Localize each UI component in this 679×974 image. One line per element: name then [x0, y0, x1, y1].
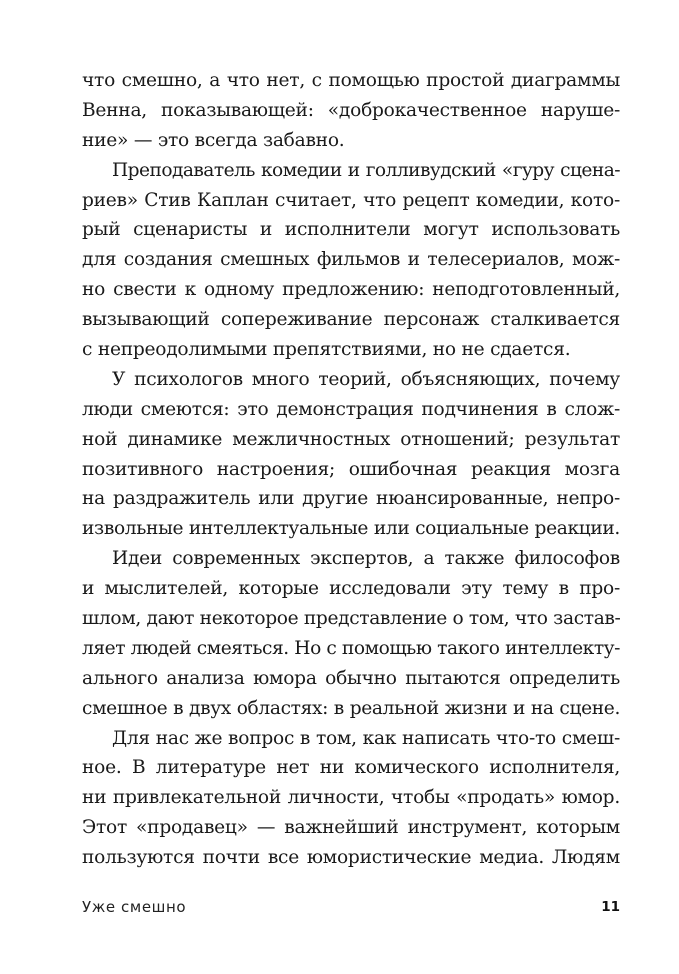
paragraph	[82, 724, 620, 873]
text-line: риев» Стив Каплан считает, что рецепт комедии, кото-	[82, 189, 620, 211]
paragraph	[82, 66, 620, 156]
text-line: ального анализа юмора обычно пытаются определить	[82, 667, 620, 689]
text-line: шлом, дают некоторое представление о том, что застав-	[82, 608, 621, 630]
text-line: пользуются почти все юмористические медиа. Людям	[82, 847, 620, 869]
text-line: что смешно, а что нет, с помощью простой диаграммы	[82, 70, 620, 91]
paragraph	[82, 544, 620, 723]
text-line: ляет людей смеяться. Но с помощью такого интеллекту-	[82, 637, 620, 659]
text-line: на раздражитель или другие нюансированные, непро-	[82, 488, 620, 510]
text-line: и мыслителей, которые исследовали эту тему в про-	[82, 578, 620, 600]
text-line: У психологов много теорий, объясняющих, почему	[112, 368, 620, 390]
text-line: но свести к одному предложению: неподготовленный,	[82, 279, 620, 301]
page-number: 11	[601, 899, 620, 915]
text-line: смешное в двух областях: в реальной жизни и на сцене.	[82, 697, 620, 719]
text-line: ние» — это всегда забавно.	[82, 129, 345, 151]
text-line: ной динамике межличностных отношений; результат	[82, 428, 620, 450]
text-line: Этот «продавец» — важнейший инструмент, которым	[82, 817, 620, 839]
text-line: позитивного настроения; ошибочная реакция мозга	[82, 458, 620, 480]
running-title: Уже смешно	[82, 898, 187, 916]
page-body	[82, 66, 620, 873]
text-line: извольные интеллектуальные или социальные реакции.	[82, 518, 620, 540]
text-line: вызывающий сопереживание персонаж сталкивается	[82, 309, 620, 331]
text-line: люди смеются: это демонстрация подчинения в слож-	[82, 398, 620, 420]
text-line: для создания смешных фильмов и телесериалов, мож-	[82, 249, 620, 271]
text-line: рый сценаристы и исполнители могут использовать	[82, 219, 620, 241]
text-line: ни привлекательной личности, чтобы «продать» юмор.	[82, 787, 620, 809]
text-line: Идеи современных экспертов, а также философов	[112, 548, 620, 570]
page-footer	[82, 898, 620, 922]
text-line: Венна, показывающей: «доброкачественное наруше-	[82, 99, 620, 121]
paragraph	[82, 156, 620, 365]
paragraph	[82, 365, 620, 544]
text-line: Преподаватель комедии и голливудский «гуру сцена-	[112, 159, 620, 181]
text-line: с непреодолимыми препятствиями, но не сдается.	[82, 339, 571, 361]
text-line: Для нас же вопрос в том, как написать что-то смеш-	[112, 727, 620, 749]
text-line: ное. В литературе нет ни комического исполнителя,	[82, 757, 620, 779]
